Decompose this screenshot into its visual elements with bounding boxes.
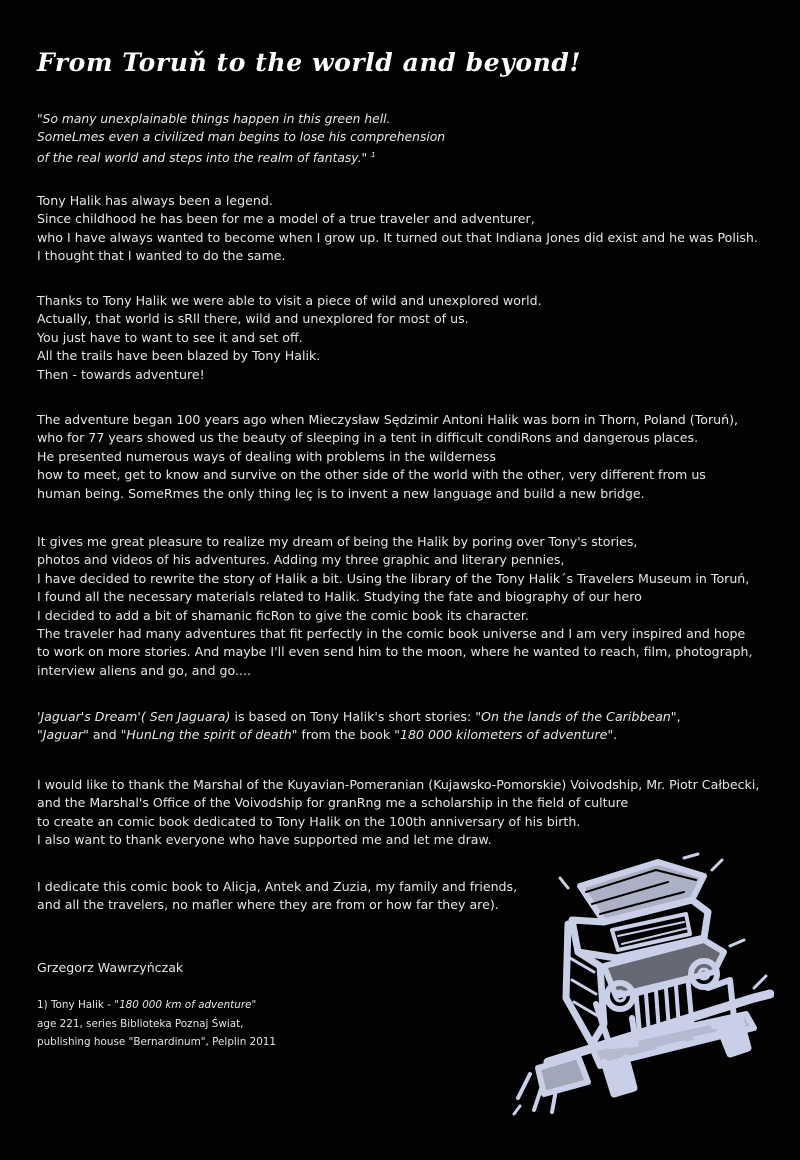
footnote-book-title: 180 000 km of adventure [119,999,252,1011]
paragraph-line: I have decided to rewrite the story of Halik a bit. Using the library of the Tony Halik´s Travelers Museum in Toruń, [37,570,750,586]
paragraph-line: I also want to thank everyone who have supported me and let me draw. [37,832,492,848]
paragraph-line: The traveler had many adventures that fit perfectly in the comic book universe and I am very inspired and hope [37,626,746,642]
credits-text: ", [670,709,681,724]
page-title: From Toruň to the world and beyond! [37,48,582,77]
paragraph-line: I found all the necessary materials related to Halik. Studying the fate and biography of our hero [37,589,642,605]
paragraph-legend [37,192,758,266]
story-title: "HunLng the spirit of death" [120,727,298,743]
paragraph-line: I thought that I wanted to do the same. [37,248,286,264]
story-title: "On the lands of the Caribbean [475,709,671,724]
paragraph-line: Tony Halik has always been a legend. [37,193,273,208]
paragraph-line: and the Marshal's Office of the Voivodship for granRng me a scholarship in the field of culture [37,795,629,811]
book-title: 180 000 kilometers of adventure [399,727,608,743]
paragraph-line: to create an comic book dedicated to Tony Halik on the 100th anniversary of his birth. [37,813,581,829]
footnote-line [37,996,276,1015]
footnote-text: 1) Tony Halik - " [37,999,120,1011]
paragraph-line: who I have always wanted to become when I grow up. It turned out that Indiana Jones did exist and he was Polish. [37,229,758,245]
quote-line: SomeLmes even a civilized man begins to lose his comprehension [37,130,446,144]
paragraph-line: Thanks to Tony Halik we were able to visit a piece of wild and unexplored world. [37,293,542,308]
paragraph-line: and all the travelers, no mafler where they are from or how far they are). [37,897,499,913]
footnote [37,996,276,1052]
footnote-line: age 221, series Biblioteka Poznaj Świat, [37,1017,244,1030]
credits-line [37,726,681,744]
paragraph-line: interview aliens and go, and go.... [37,662,251,678]
credits-line [37,708,681,726]
paragraph-line: human being. SomeRmes the only thing leç is to invent a new language and build a new bridge. [37,485,645,501]
credits-text: ". [607,727,618,743]
paragraph-line: Then - towards adventure! [37,366,205,382]
paragraph-line: to work on more stories. And maybe I'll even send him to the moon, where he wanted to reach, film, photograph, [37,644,753,660]
paragraph-line: Since childhood he has been for me a model of a true traveler and adventurer, [37,211,535,227]
credits-text: and [88,727,121,743]
paragraph-great-pleasure [37,533,752,680]
footnote-reference: 1 [371,151,376,159]
paragraph-line: I would like to thank the Marshal of the Kuyavian-Pomeranian (Kujawsko-Pomorskie) Voivodship, Mr. Piotr Całbecki, [37,777,760,792]
credits-text: is based on Tony Halik's short stories: [230,709,476,724]
paragraph-line: how to meet, get to know and survive on the other side of the world with the other, very different from us [37,467,706,483]
quote-line [37,146,445,167]
paragraph-line: I decided to add a bit of shamanic ficRon to give the comic book its character. [37,607,529,623]
jeep-drawing-icon [508,848,774,1116]
opening-quote [37,110,445,167]
paragraph-thanks-halik [37,292,542,384]
story-title: "Jaguar" [37,727,89,743]
paragraph-line: All the trails have been blazed by Tony Halik. [37,348,321,364]
author-signature: Grzegorz Wawrzyńczak [37,960,184,975]
quote-line: "So many unexplainable things happen in this green hell. [37,112,391,126]
paragraph-line: The adventure began 100 years ago when Mieczysław Sędzimir Antoni Halik was born in Thorn, Poland (Toruń), [37,412,739,427]
footnote-text: " [251,999,257,1011]
paragraph-line: You just have to want to see it and set off. [37,329,303,345]
paragraph-adventure-began [37,411,738,503]
credits-text: from the book " [297,727,400,743]
paragraph-line: photos and videos of his adventures. Adding my three graphic and literary pennies, [37,552,565,568]
paragraph-line: I dedicate this comic book to Alicja, Antek and Zuzia, my family and friends, [37,879,518,894]
work-title: 'Jaguar's Dream'( Sen Jaguara) [37,709,231,724]
paragraph-line: He presented numerous ways of dealing with problems in the wilderness [37,448,496,464]
paragraph-credits [37,708,681,745]
paragraph-acknowledgements [37,776,759,850]
footnote-line: publishing house "Bernardinum", Pelplin 2011 [37,1036,277,1049]
quote-line-text: of the real world and steps into the realm of fantasy." [37,151,372,165]
paragraph-dedication [37,878,517,915]
paragraph-line: who for 77 years showed us the beauty of sleeping in a tent in difficult condiRons and dangerous places. [37,430,699,446]
paragraph-line: Actually, that world is sRll there, wild and unexplored for most of us. [37,311,469,327]
paragraph-line: It gives me great pleasure to realize my dream of being the Halik by poring over Tony's stories, [37,534,638,549]
